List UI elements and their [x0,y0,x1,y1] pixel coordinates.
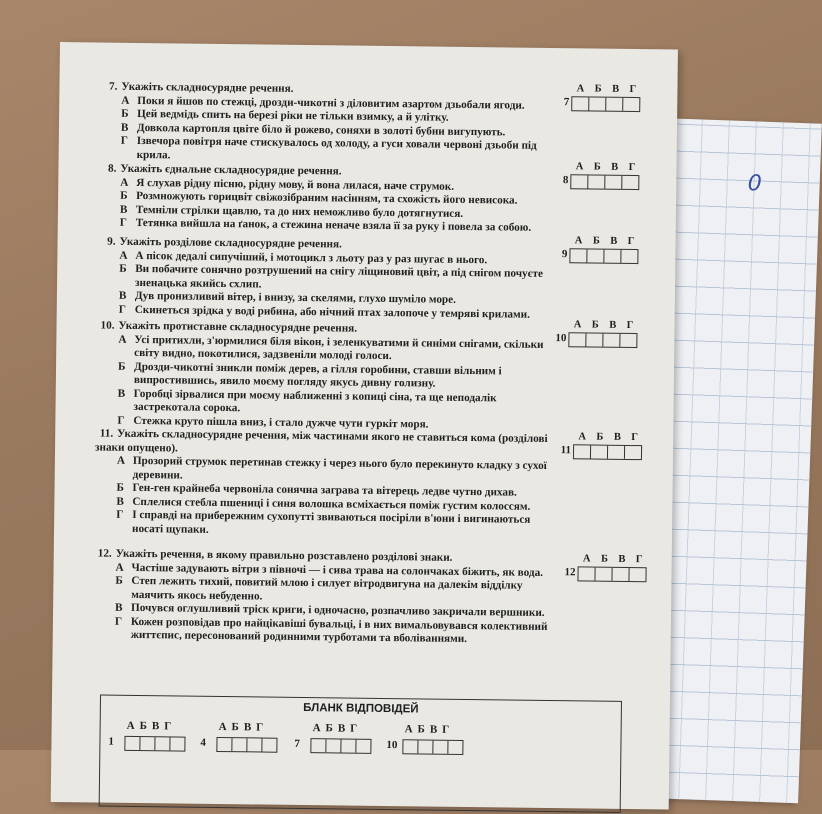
option-c: В Горобці зірвалися при моєму наближенні з копиці сіна, та ще неподалік застрекотала сорока. [117,387,497,415]
option-b: Б Дрозди-чикотні зникли поміж дерев, а гілля горобини, ставши вільним і випростившись, явило моєму погляду якусь дивну голизну. [117,360,502,390]
option-d: Г І справді на прибережним сухопутті звиваються посіріли в'юни і вигинаються носаті щупаки. [116,508,531,536]
option-a: А Я слухав рідну пісню, рідну мову, й вона лилася, наче струмок. [120,176,455,193]
question-number: 11. [99,427,114,440]
answer-grid-11[interactable]: А Б В Г 11 [551,430,643,460]
question-title: Укажіть складносурядне речення. [121,80,294,95]
option-c: В Довкола картопля цвіте біло й рожево, соняхи в золоті бубни вигупують. [120,121,506,138]
question-title: Укажіть розділове складносурядне речення. [119,235,342,251]
option-c: В Сплелися стебла пшениці і синя волошка всміхається поміж густим колоссям. [116,495,531,513]
question-title: Укажіть єднальне складносурядне речення. [120,162,342,178]
option-d: Г Скинеться зрідка у воді рибина, або нічний птах залопоче у темряві крилами. [118,303,531,321]
answer-sheet-grid-7[interactable]: А Б В Г 7 [294,722,371,753]
question-9 [97,235,568,322]
answer-grid-8[interactable]: А Б В Г 8 [548,160,640,190]
option-a: А Частіше задувають вітри з півночі — і сива трава на солончаках біжить, як вода. [115,561,544,579]
option-b: Б Ген-ген крайнеба червоніла сонячна заграва та вітерець ледве чутно дихав. [116,481,517,499]
question-11 [94,427,565,541]
option-a: А А пісок дедалі сипучіший, і мотоцикл з льоту раз у раз шугає в нього. [119,249,488,266]
option-b: Б Цей ведмідь спить на березі ріки не тільки взимку, а й улітку. [121,107,449,124]
answer-grid-7[interactable]: А Б В Г 7 [549,82,641,112]
notebook-handwriting: 0 [747,171,763,197]
option-d: Г Стежка круто пішла вниз, і стало дужче чути гуркіт моря. [117,414,429,431]
question-number: 8. [107,162,117,175]
answer-sheet-grid-10[interactable]: А Б В Г 10 [386,723,463,754]
question-title: Укажіть складносурядне речення, між частинами якого не ставиться кома (розділові знаки опущено). [94,427,548,454]
option-b: Б Розмножують горицвіт свіжозібраним насінням, та схожість його невисока. [120,189,518,207]
option-b: Б Степ лежить тихий, повитий млою і силует вітродвигуна на далекім відділку маячить якось небуденно. [115,574,523,603]
option-c: В Темніли стрілки щавлю, та до них неможливо було дотягнутися. [119,203,464,220]
question-title: Укажіть протиставне складносурядне речення. [118,319,358,335]
question-number: 12. [97,547,112,560]
option-a: А Усі притихли, з'юрмилися біля вікон, і зеленкуватими й синіми снігами, скільки світу видно, покотилися, задзвеніли молоді голоси. [118,333,544,363]
test-sheet [51,42,678,809]
answer-sheet-title: БЛАНК ВІДПОВІДЕЙ [303,702,419,716]
option-d: Г Ізвечора повітря наче стискувалось од холоду, а гуси ховали червоні дзьоби під крила. [120,134,537,161]
question-12 [93,547,564,647]
option-b: Б Ви побачите сонячно розтрушений на снігу ліщиновий цвіт, а під снігом почуєте зненацька якийсь схлип. [119,262,544,290]
question-10 [95,319,566,433]
question-number: 10. [100,319,115,332]
question-8 [98,162,569,235]
answer-sheet-grid-4[interactable]: А Б В Г 4 [200,721,277,752]
answer-sheet [99,695,622,813]
question-7 [99,80,570,167]
question-title: Укажіть речення, в якому правильно розставлено розділові знаки. [115,547,453,564]
answer-grid-12[interactable]: А Б В Г 12 [555,552,647,582]
option-c: В Дув пронизливий вітер, і внизу, за скелями, глухо шуміло море. [118,289,457,306]
option-a: А Поки я йшов по стежці, дрозди-чикотні з діловитим азартом дзьобали ягоди. [121,94,525,112]
answer-grid-9[interactable]: А Б В Г 9 [547,234,639,264]
option-d: Г Кожен розповідав про найцікавіші бувальці, і в них вимальовувався колективний життєпис, пересонований родинними турботами та вболіваннями. [114,615,548,646]
question-number: 7. [108,80,118,93]
option-a: А Прозорий струмок перетинав стежку і через нього було перекинуто кладку з сухої деревини. [116,454,547,482]
answer-sheet-grid-1[interactable]: А Б В Г 1 [108,720,185,751]
answer-grid-10[interactable]: А Б В Г 10 [546,318,638,348]
question-number: 9. [107,235,116,248]
option-c: В Почувся оглушливий тріск криги, і одночасно, розпачливо закричали вершники. [115,601,545,619]
option-d: Г Тетянка вийшла на ґанок, а стежина неначе взяла її за руку і повела за собою. [119,216,532,234]
